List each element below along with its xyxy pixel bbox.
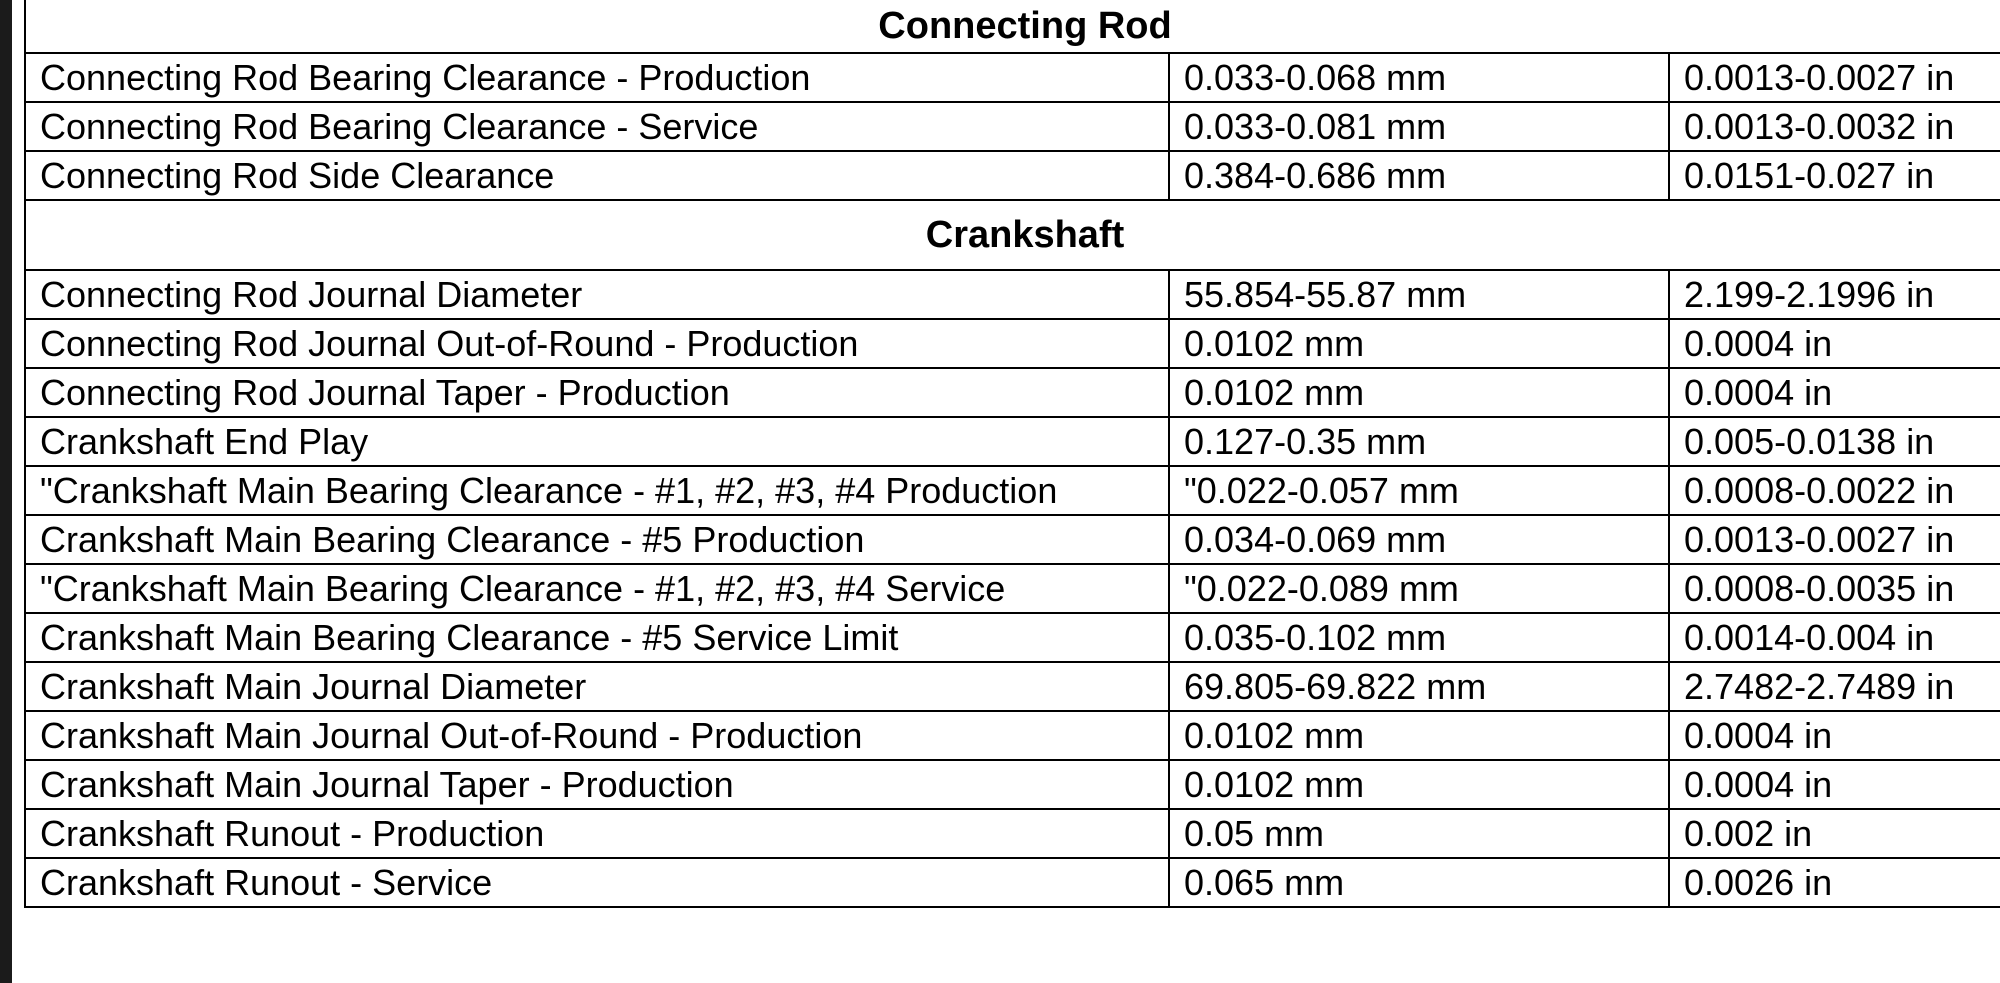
table-row [25, 564, 2000, 613]
metric-value-cell: "0.022-0.089 mm [1169, 564, 1669, 613]
window-edge-bar [0, 0, 12, 983]
section-title: Crankshaft [25, 200, 2000, 270]
table-row [25, 417, 2000, 466]
spec-name-cell: Crankshaft End Play [25, 417, 1169, 466]
metric-value-cell: 0.033-0.081 mm [1169, 102, 1669, 151]
spec-name-cell: Connecting Rod Journal Out-of-Round - Production [25, 319, 1169, 368]
imperial-value-cell: 0.0004 in [1669, 711, 2000, 760]
specifications-table [24, 0, 2000, 908]
table-row [25, 319, 2000, 368]
spec-name-cell: "Crankshaft Main Bearing Clearance - #1, #2, #3, #4 Service [25, 564, 1169, 613]
imperial-value-cell: 0.0004 in [1669, 319, 2000, 368]
imperial-value-cell: 0.0008-0.0035 in [1669, 564, 2000, 613]
metric-value-cell: 0.033-0.068 mm [1169, 53, 1669, 102]
spec-name-cell: Crankshaft Main Journal Out-of-Round - Production [25, 711, 1169, 760]
metric-value-cell: 0.05 mm [1169, 809, 1669, 858]
spec-sheet [24, 0, 2000, 983]
table-row [25, 368, 2000, 417]
spec-name-cell: Crankshaft Runout - Service [25, 858, 1169, 907]
imperial-value-cell: 0.0013-0.0027 in [1669, 515, 2000, 564]
metric-value-cell: "0.022-0.057 mm [1169, 466, 1669, 515]
table-row [25, 613, 2000, 662]
table-row [25, 515, 2000, 564]
table-row [25, 53, 2000, 102]
imperial-value-cell: 0.0004 in [1669, 368, 2000, 417]
imperial-value-cell: 0.002 in [1669, 809, 2000, 858]
spec-name-cell: Connecting Rod Journal Taper - Production [25, 368, 1169, 417]
metric-value-cell: 0.034-0.069 mm [1169, 515, 1669, 564]
table-row [25, 711, 2000, 760]
imperial-value-cell: 0.005-0.0138 in [1669, 417, 2000, 466]
metric-value-cell: 0.0102 mm [1169, 711, 1669, 760]
metric-value-cell: 0.0102 mm [1169, 368, 1669, 417]
table-row [25, 151, 2000, 200]
table-row [25, 760, 2000, 809]
spec-name-cell: Crankshaft Runout - Production [25, 809, 1169, 858]
spec-name-cell: Connecting Rod Bearing Clearance - Service [25, 102, 1169, 151]
section-header-connecting-rod [25, 0, 2000, 53]
table-row [25, 809, 2000, 858]
table-row [25, 102, 2000, 151]
table-row [25, 270, 2000, 319]
spec-name-cell: Crankshaft Main Bearing Clearance - #5 Production [25, 515, 1169, 564]
table-row [25, 466, 2000, 515]
metric-value-cell: 0.0102 mm [1169, 319, 1669, 368]
imperial-value-cell: 0.0014-0.004 in [1669, 613, 2000, 662]
metric-value-cell: 0.127-0.35 mm [1169, 417, 1669, 466]
metric-value-cell: 0.065 mm [1169, 858, 1669, 907]
imperial-value-cell: 0.0013-0.0027 in [1669, 53, 2000, 102]
metric-value-cell: 0.384-0.686 mm [1169, 151, 1669, 200]
imperial-value-cell: 0.0004 in [1669, 760, 2000, 809]
imperial-value-cell: 0.0151-0.027 in [1669, 151, 2000, 200]
metric-value-cell: 0.0102 mm [1169, 760, 1669, 809]
imperial-value-cell: 0.0008-0.0022 in [1669, 466, 2000, 515]
metric-value-cell: 55.854-55.87 mm [1169, 270, 1669, 319]
spec-name-cell: Connecting Rod Side Clearance [25, 151, 1169, 200]
metric-value-cell: 0.035-0.102 mm [1169, 613, 1669, 662]
imperial-value-cell: 0.0013-0.0032 in [1669, 102, 2000, 151]
section-header-crankshaft [25, 200, 2000, 270]
spec-name-cell: "Crankshaft Main Bearing Clearance - #1, #2, #3, #4 Production [25, 466, 1169, 515]
spec-name-cell: Crankshaft Main Bearing Clearance - #5 Service Limit [25, 613, 1169, 662]
spec-name-cell: Connecting Rod Journal Diameter [25, 270, 1169, 319]
section-title: Connecting Rod [25, 0, 2000, 53]
imperial-value-cell: 0.0026 in [1669, 858, 2000, 907]
metric-value-cell: 69.805-69.822 mm [1169, 662, 1669, 711]
spec-name-cell: Crankshaft Main Journal Diameter [25, 662, 1169, 711]
spec-name-cell: Crankshaft Main Journal Taper - Production [25, 760, 1169, 809]
table-row [25, 858, 2000, 907]
table-row [25, 662, 2000, 711]
imperial-value-cell: 2.7482-2.7489 in [1669, 662, 2000, 711]
imperial-value-cell: 2.199-2.1996 in [1669, 270, 2000, 319]
spec-name-cell: Connecting Rod Bearing Clearance - Production [25, 53, 1169, 102]
